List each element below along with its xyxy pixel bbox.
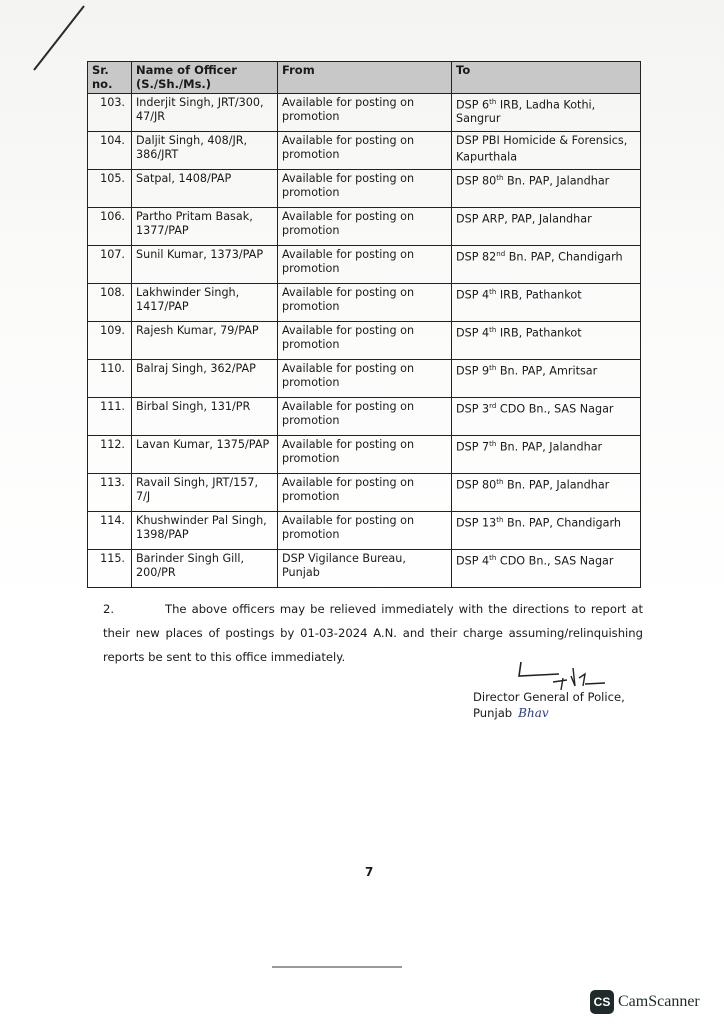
to-text-rest: IRB, Pathankot [496, 288, 582, 302]
table-header-row [88, 62, 641, 94]
table-body [88, 94, 641, 588]
cell-from: Available for posting on promotion [278, 246, 452, 284]
table-row [88, 170, 641, 208]
to-text: DSP 13 [456, 516, 497, 530]
to-ordinal-suffix: th [489, 288, 497, 296]
signatory-location: Punjab [473, 706, 513, 720]
to-text-rest: Bn. PAP, Jalandhar [503, 174, 610, 188]
to-text-rest: Bn. PAP, Chandigarh [505, 250, 623, 264]
to-ordinal-suffix: th [496, 516, 504, 524]
to-ordinal-suffix: nd [496, 250, 506, 258]
signatory-title: Director General of Police, [473, 690, 625, 704]
to-ordinal-suffix: rd [489, 402, 497, 410]
table-row [88, 322, 641, 360]
signature-block [473, 689, 625, 721]
header-from: From [278, 62, 452, 94]
to-text: DSP 4 [456, 288, 490, 302]
handwritten-signature [513, 656, 613, 692]
cell-to [452, 208, 641, 246]
cell-from: Available for posting on promotion [278, 512, 452, 550]
cell-sr-no: 108. [88, 284, 132, 322]
to-text: DSP 80 [456, 174, 497, 188]
to-text: DSP 9 [456, 364, 490, 378]
cell-from: Available for posting on promotion [278, 132, 452, 170]
cell-from: Available for posting on promotion [278, 208, 452, 246]
to-text-rest: Bn. PAP, Chandigarh [503, 516, 621, 530]
header-sr-no: Sr. no. [88, 62, 132, 94]
cell-officer-name: Balraj Singh, 362/PAP [132, 360, 278, 398]
cell-officer-name: Lakhwinder Singh, 1417/PAP [132, 284, 278, 322]
cell-sr-no: 103. [88, 94, 132, 132]
to-text-rest: IRB, Ladha Kothi, Sangrur [456, 98, 596, 126]
paragraph-text: The above officers may be relieved immediately with the directions to report at their new places of postings by 01-03-2024 A.N. and their charge assuming/relinquishing reports be sent to this office immediately. [103, 602, 643, 664]
cell-to [452, 360, 641, 398]
to-text: DSP 4 [456, 326, 490, 340]
posting-table [87, 61, 641, 588]
cell-to [452, 550, 641, 588]
cell-officer-name: Rajesh Kumar, 79/PAP [132, 322, 278, 360]
cell-from: Available for posting on promotion [278, 398, 452, 436]
cell-sr-no: 107. [88, 246, 132, 284]
table-row [88, 208, 641, 246]
to-text: DSP ARP, PAP, Jalandhar [456, 212, 592, 226]
cell-to [452, 474, 641, 512]
cell-officer-name: Barinder Singh Gill, 200/PR [132, 550, 278, 588]
cell-to [452, 132, 641, 170]
cell-sr-no: 115. [88, 550, 132, 588]
cell-to [452, 170, 641, 208]
cell-officer-name: Inderjit Singh, JRT/300, 47/JR [132, 94, 278, 132]
cell-officer-name: Partho Pritam Basak, 1377/PAP [132, 208, 278, 246]
cell-from: Available for posting on promotion [278, 436, 452, 474]
to-text-rest: CDO Bn., SAS Nagar [496, 402, 614, 416]
to-ordinal-suffix: th [489, 364, 497, 372]
header-officer-name: Name of Officer (S./Sh./Ms.) [132, 62, 278, 94]
table-row [88, 132, 641, 170]
cell-from: Available for posting on promotion [278, 474, 452, 512]
table-row [88, 512, 641, 550]
table-row [88, 284, 641, 322]
cell-sr-no: 113. [88, 474, 132, 512]
cell-from: Available for posting on promotion [278, 94, 452, 132]
table-row [88, 436, 641, 474]
to-text: DSP 80 [456, 478, 497, 492]
cell-to [452, 94, 641, 132]
to-ordinal-suffix: th [489, 326, 497, 334]
paragraph-number: 2. [103, 602, 115, 616]
to-text: DSP 3 [456, 402, 490, 416]
to-text: DSP 4 [456, 554, 490, 568]
to-text-rest: IRB, Pathankot [496, 326, 582, 340]
page-number: 7 [365, 865, 374, 879]
cell-sr-no: 114. [88, 512, 132, 550]
cell-sr-no: 109. [88, 322, 132, 360]
to-text-rest: Bn. PAP, Jalandhar [503, 478, 610, 492]
cell-officer-name: Satpal, 1408/PAP [132, 170, 278, 208]
cell-from: Available for posting on promotion [278, 284, 452, 322]
cell-sr-no: 106. [88, 208, 132, 246]
cell-sr-no: 104. [88, 132, 132, 170]
cell-officer-name: Khushwinder Pal Singh, 1398/PAP [132, 512, 278, 550]
to-text: DSP 82 [456, 250, 497, 264]
to-text: DSP 7 [456, 440, 490, 454]
to-ordinal-suffix: th [489, 98, 497, 106]
to-text: DSP PBI Homicide & Forensics, Kapurthala [456, 134, 628, 164]
cell-sr-no: 112. [88, 436, 132, 474]
to-text-rest: Bn. PAP, Amritsar [496, 364, 598, 378]
cell-sr-no: 105. [88, 170, 132, 208]
to-ordinal-suffix: th [496, 478, 504, 486]
table-row [88, 474, 641, 512]
cell-to [452, 436, 641, 474]
cell-to [452, 512, 641, 550]
table-row [88, 360, 641, 398]
cell-from: DSP Vigilance Bureau, Punjab [278, 550, 452, 588]
header-to: To [452, 62, 641, 94]
cell-officer-name: Lavan Kumar, 1375/PAP [132, 436, 278, 474]
cell-to [452, 398, 641, 436]
camscanner-label: CamScanner [618, 993, 700, 1010]
table-row [88, 94, 641, 132]
camscanner-icon: CS [590, 990, 614, 1014]
cell-from: Available for posting on promotion [278, 322, 452, 360]
to-text-rest: Bn. PAP, Jalandhar [496, 440, 603, 454]
to-ordinal-suffix: th [489, 440, 497, 448]
cell-from: Available for posting on promotion [278, 170, 452, 208]
cell-from: Available for posting on promotion [278, 360, 452, 398]
to-text: DSP 6 [456, 98, 490, 112]
footer-divider [272, 966, 402, 968]
to-text-rest: CDO Bn., SAS Nagar [496, 554, 614, 568]
handwritten-initials: Bhav [518, 706, 549, 720]
cell-to [452, 246, 641, 284]
table-row [88, 398, 641, 436]
cell-to [452, 322, 641, 360]
cell-sr-no: 111. [88, 398, 132, 436]
cell-officer-name: Ravail Singh, JRT/157, 7/J [132, 474, 278, 512]
camscanner-watermark [590, 990, 700, 1014]
cell-officer-name: Daljit Singh, 408/JR, 386/JRT [132, 132, 278, 170]
cell-officer-name: Birbal Singh, 131/PR [132, 398, 278, 436]
table-row [88, 550, 641, 588]
to-ordinal-suffix: th [489, 554, 497, 562]
table-row [88, 246, 641, 284]
cell-sr-no: 110. [88, 360, 132, 398]
to-ordinal-suffix: th [496, 174, 504, 182]
cell-to [452, 284, 641, 322]
cell-officer-name: Sunil Kumar, 1373/PAP [132, 246, 278, 284]
